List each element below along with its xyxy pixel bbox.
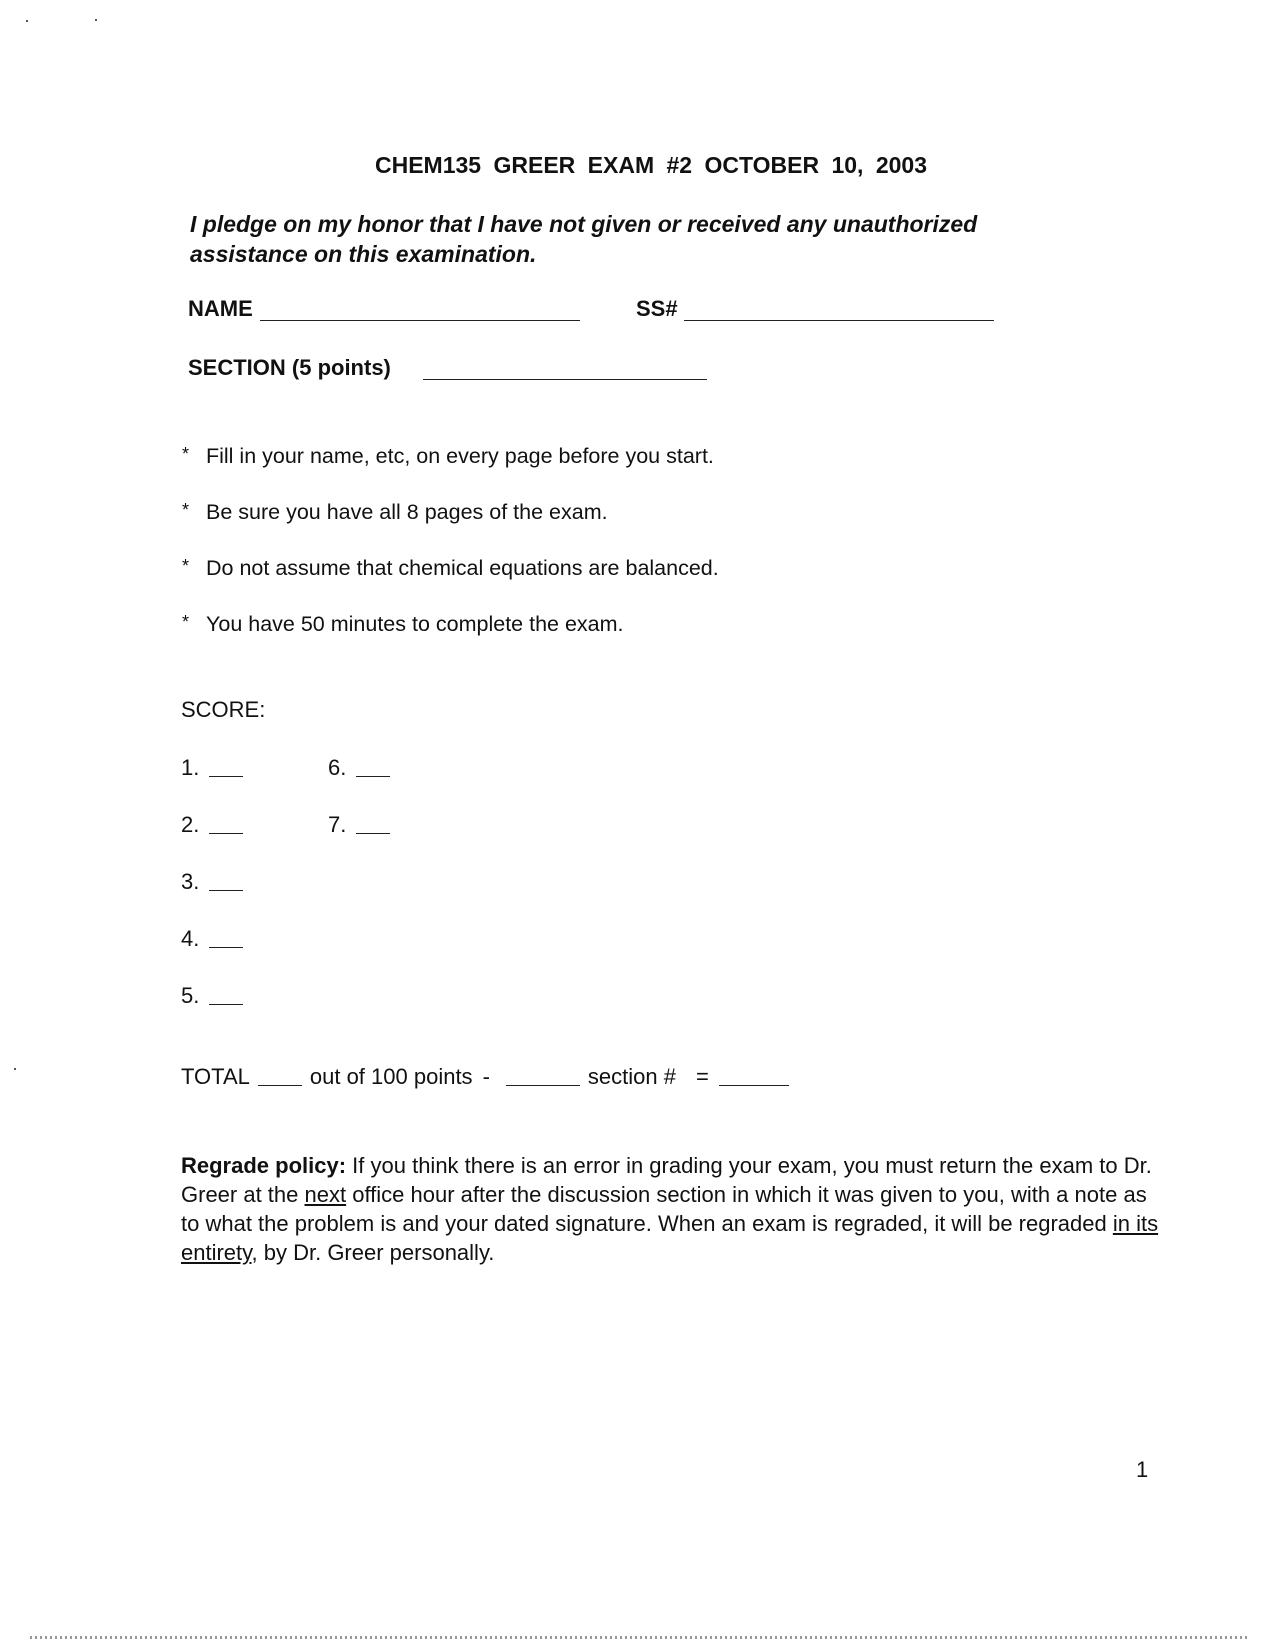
instruction-text: Be sure you have all 8 pages of the exam. [206,500,608,524]
instruction-item [182,444,714,469]
instruction-text: Fill in your name, etc, on every page before you start. [206,444,714,468]
score-number: 6. [328,755,347,780]
section-field[interactable] [423,379,707,380]
total-label: TOTAL [181,1064,250,1089]
score-blank[interactable] [209,947,243,948]
score-number: 3. [181,869,200,894]
score-number: 1. [181,755,200,780]
policy-text: office hour after the discussion section in which it was given to you, with a note as to what the problem is and your dated signature. When an exam is regraded, it will be regraded [181,1182,1147,1236]
equals-sign: = [695,1064,709,1089]
score-number: 4. [181,926,200,951]
scan-speck [95,19,97,21]
scan-artifact-dots [30,1636,1250,1639]
score-blank[interactable] [356,833,390,834]
exam-title: CHEM135 GREER EXAM #2 OCTOBER 10, 2003 [375,152,927,178]
policy-underline-next: next [304,1182,347,1207]
policy-heading: Regrade policy: [181,1153,347,1178]
score-row-7 [328,812,390,838]
scan-speck [26,20,28,22]
bullet-marker: * [182,612,190,632]
score-number: 2. [181,812,200,837]
score-row-4 [181,926,243,952]
bullet-marker: * [182,500,190,520]
page-number: 1 [1136,1457,1149,1482]
instruction-text: Do not assume that chemical equations are balanced. [206,556,719,580]
honor-pledge [190,209,1090,269]
instruction-item [182,556,719,581]
score-blank[interactable] [209,833,243,834]
score-row-5 [181,983,243,1009]
score-number: 5. [181,983,200,1008]
instruction-item [182,500,608,525]
final-score-blank[interactable] [719,1085,789,1086]
total-row [181,1064,789,1090]
ss-field[interactable] [684,320,994,321]
section-number-label: section # [587,1064,676,1089]
pledge-line-2: assistance on this examination. [190,241,537,267]
instruction-text: You have 50 minutes to complete the exam. [206,612,624,636]
section-label: SECTION (5 points) [188,355,391,380]
pledge-line-1: I pledge on my honor that I have not given or received any unauthorized [190,211,978,237]
score-blank[interactable] [209,890,243,891]
name-field[interactable] [260,320,580,321]
bullet-marker: * [182,444,190,464]
bullet-marker: * [182,556,190,576]
name-label: NAME [188,296,253,321]
score-row-6 [328,755,390,781]
policy-underline-entirety: in its entirety [181,1211,1159,1265]
score-number: 7. [328,812,347,837]
total-blank[interactable] [258,1085,302,1086]
score-label: SCORE: [181,697,266,722]
policy-text: , by Dr. Greer personally. [251,1240,495,1265]
instruction-item [182,612,624,637]
minus-sign: - [482,1064,490,1089]
ss-label: SS# [636,296,678,321]
scan-speck [14,1068,16,1070]
score-row-3 [181,869,243,895]
score-blank[interactable] [356,776,390,777]
total-out-of: out of 100 points [309,1064,473,1089]
section-deduction-blank[interactable] [506,1085,580,1086]
score-blank[interactable] [209,776,243,777]
score-row-1 [181,755,243,781]
regrade-policy [181,1151,1161,1267]
score-row-2 [181,812,243,838]
policy-text: If you think there is an error in grading your exam, you must return the exam to Dr. Greer at the [181,1153,1152,1207]
score-blank[interactable] [209,1004,243,1005]
